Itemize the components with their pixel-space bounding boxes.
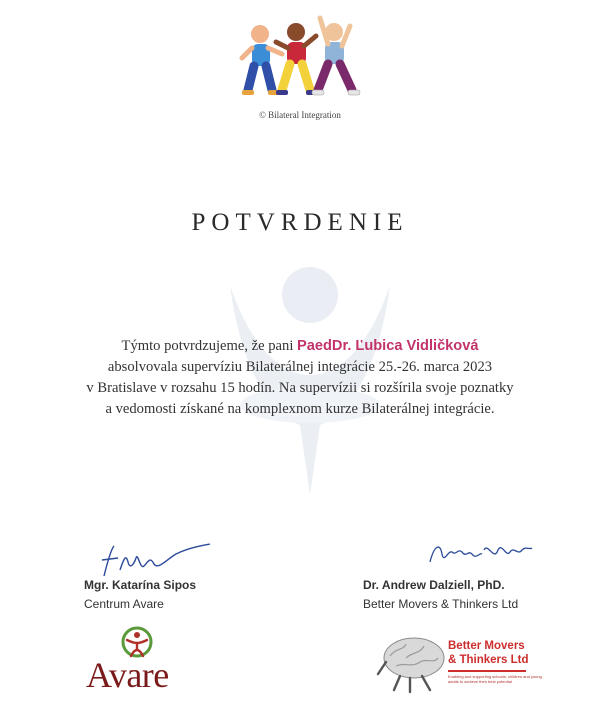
bmt-logo-tagline: Enabling and supporting schools, children and young adults to achieve their best potential: [448, 674, 542, 684]
avare-logo-wordmark: Avare: [86, 655, 169, 695]
left-signer-org: Centrum Avare: [84, 597, 164, 611]
right-signer-name: Dr. Andrew Dalziell, PhD.: [363, 578, 505, 592]
certificate-body: [60, 336, 540, 420]
document-title: POTVRDENIE: [191, 209, 409, 236]
bmt-logo-divider: [448, 670, 526, 672]
bmt-logo-line1: Better Movers: [448, 640, 525, 652]
bmt-logo-line2: & Thinkers Ltd: [448, 654, 529, 666]
body-line-2: absolvovala supervíziu Bilaterálnej integrácie 25.-26. marca 2023: [107, 359, 493, 375]
body-line-4: a vedomosti získané na komplexnom kurze Bilaterálnej integrácie.: [105, 401, 495, 417]
brain-figure-icon: [376, 634, 448, 694]
left-signer-name: Mgr. Katarína Sipos: [84, 578, 197, 592]
right-signer-org: Better Movers & Thinkers Ltd: [363, 597, 519, 611]
body-line-1: [60, 336, 540, 357]
right-signature: [426, 532, 536, 576]
recipient-name: PaedDr. Ľubica Vidličková: [297, 338, 479, 354]
body-line-3: v Bratislave v rozsahu 15 hodín. Na supervízii si rozšírila svoje poznatky: [86, 380, 514, 396]
body-intro: Týmto potvrdzujeme, že pani: [121, 338, 298, 354]
three-dancing-figures-icon: [238, 12, 368, 104]
copyright-notice: © Bilateral Integration: [259, 110, 341, 120]
